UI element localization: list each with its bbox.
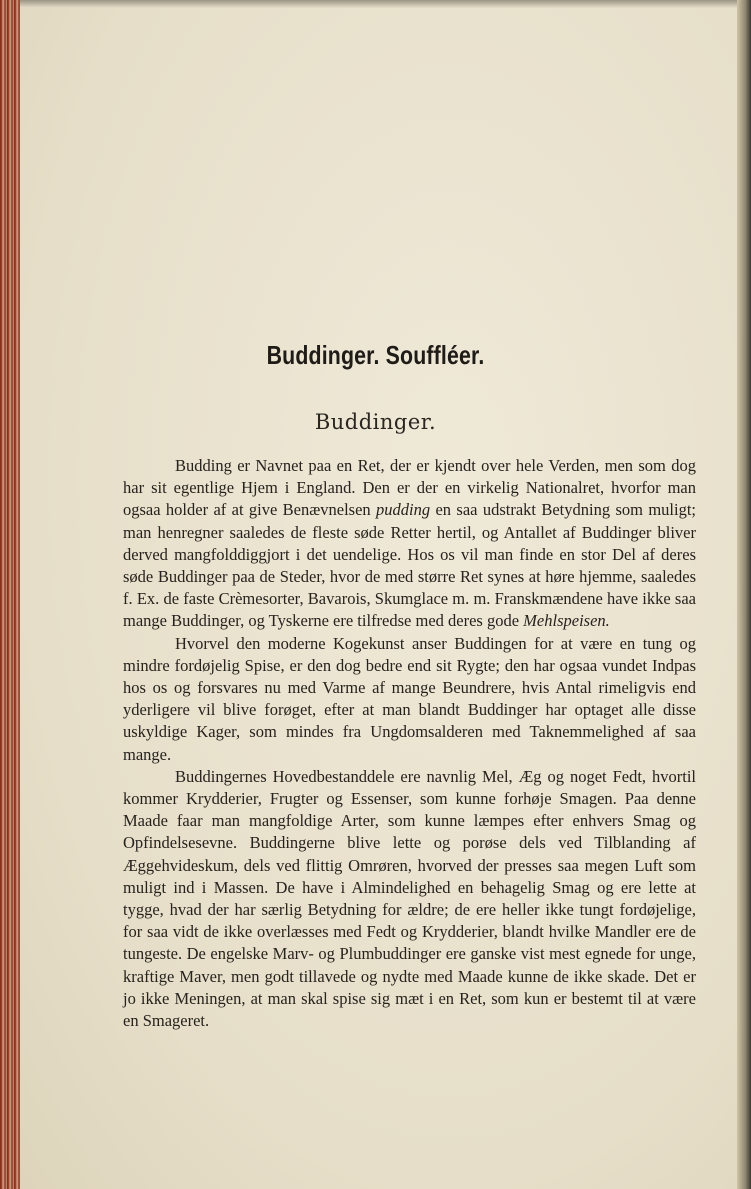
book-spine-edge — [0, 0, 20, 1189]
paragraph-2: Hvorvel den moderne Kogekunst anser Buddingen for at være en tung og mindre fordøjelig Spise, er den dog bedre end sit Rygte; den har ogsaa vundet Indpas hos os og forsvares nu med Varme af mange Beundrere, hvis Antal rimeligvis end yderligere vil blive forøget, efter at man blandt Buddinger har optaget alle disse uskyldige Kager, som mindes fra Ungdomsalderen med Taknemmelighed af saa mange. — [123, 633, 696, 764]
chapter-title: Buddinger. Souffléer. — [266, 340, 485, 370]
page-right-edge — [737, 0, 751, 1189]
section-title: Buddinger. — [314, 410, 437, 434]
paragraph-3: Buddingernes Hovedbestanddele ere navnlig Mel, Æg og noget Fedt, hvortil kommer Krydderier, Frugter og Essenser, som kunne forhøje Smagen. Paa denne Maade faar man mangfoldige Arter, som kunne læmpes efter enhvers Smag og Opfindelsesevne. Buddingerne blive lette og porøse dels ved Tilblanding af Æggehvideskum, dels ved flittig Omrøren, hvorved der presses saa megen Luft som muligt ind i Massen. De have i Almindelighed en behagelig Smag og ere lette at tygge, hvad der har særlig Betydning for ældre; de ere heller ikke tungt fordøjelige, for saa vidt de ikke overlæsses med Fedt og Krydderier, blandt hvilke Mandler ere de tungeste. De engelske Marv- og Plumbuddinger ere ganske vist mest egnede for unge, kraftige Maver, men godt tillavede og nydte med Maade kunne de ikke skade. Det er jo ikke Meningen, at man skal spise sig mæt i en Ret, som kun er bestemt til at være en Smageret. — [123, 766, 696, 1031]
body-text — [123, 455, 696, 1032]
paragraph-1: Budding er Navnet paa en Ret, der er kjendt over hele Verden, men som dog har sit egentlige Hjem i England. Den er der en virkelig Nationalret, hvorfor man ogsaa holder af at give Benævnelsen pudding en saa udstrakt Betydning som muligt; man henregner saaledes de fleste søde Retter hertil, og Antallet af Buddinger bliver derved mangfolddiggjort i det uendelige. Hos os vil man finde en stor Del af deres søde Buddinger paa de Steder, hvor de med større Ret synes at høre hjemme, saaledes f. Ex. de faste Crèmesorter, Bavarois, Skumglace m. m. Franskmændene have ikke saa mange Buddinger, og Tyskerne ere tilfredse med deres gode Mehlspeisen. — [123, 456, 696, 631]
page-top-shadow — [20, 0, 737, 8]
